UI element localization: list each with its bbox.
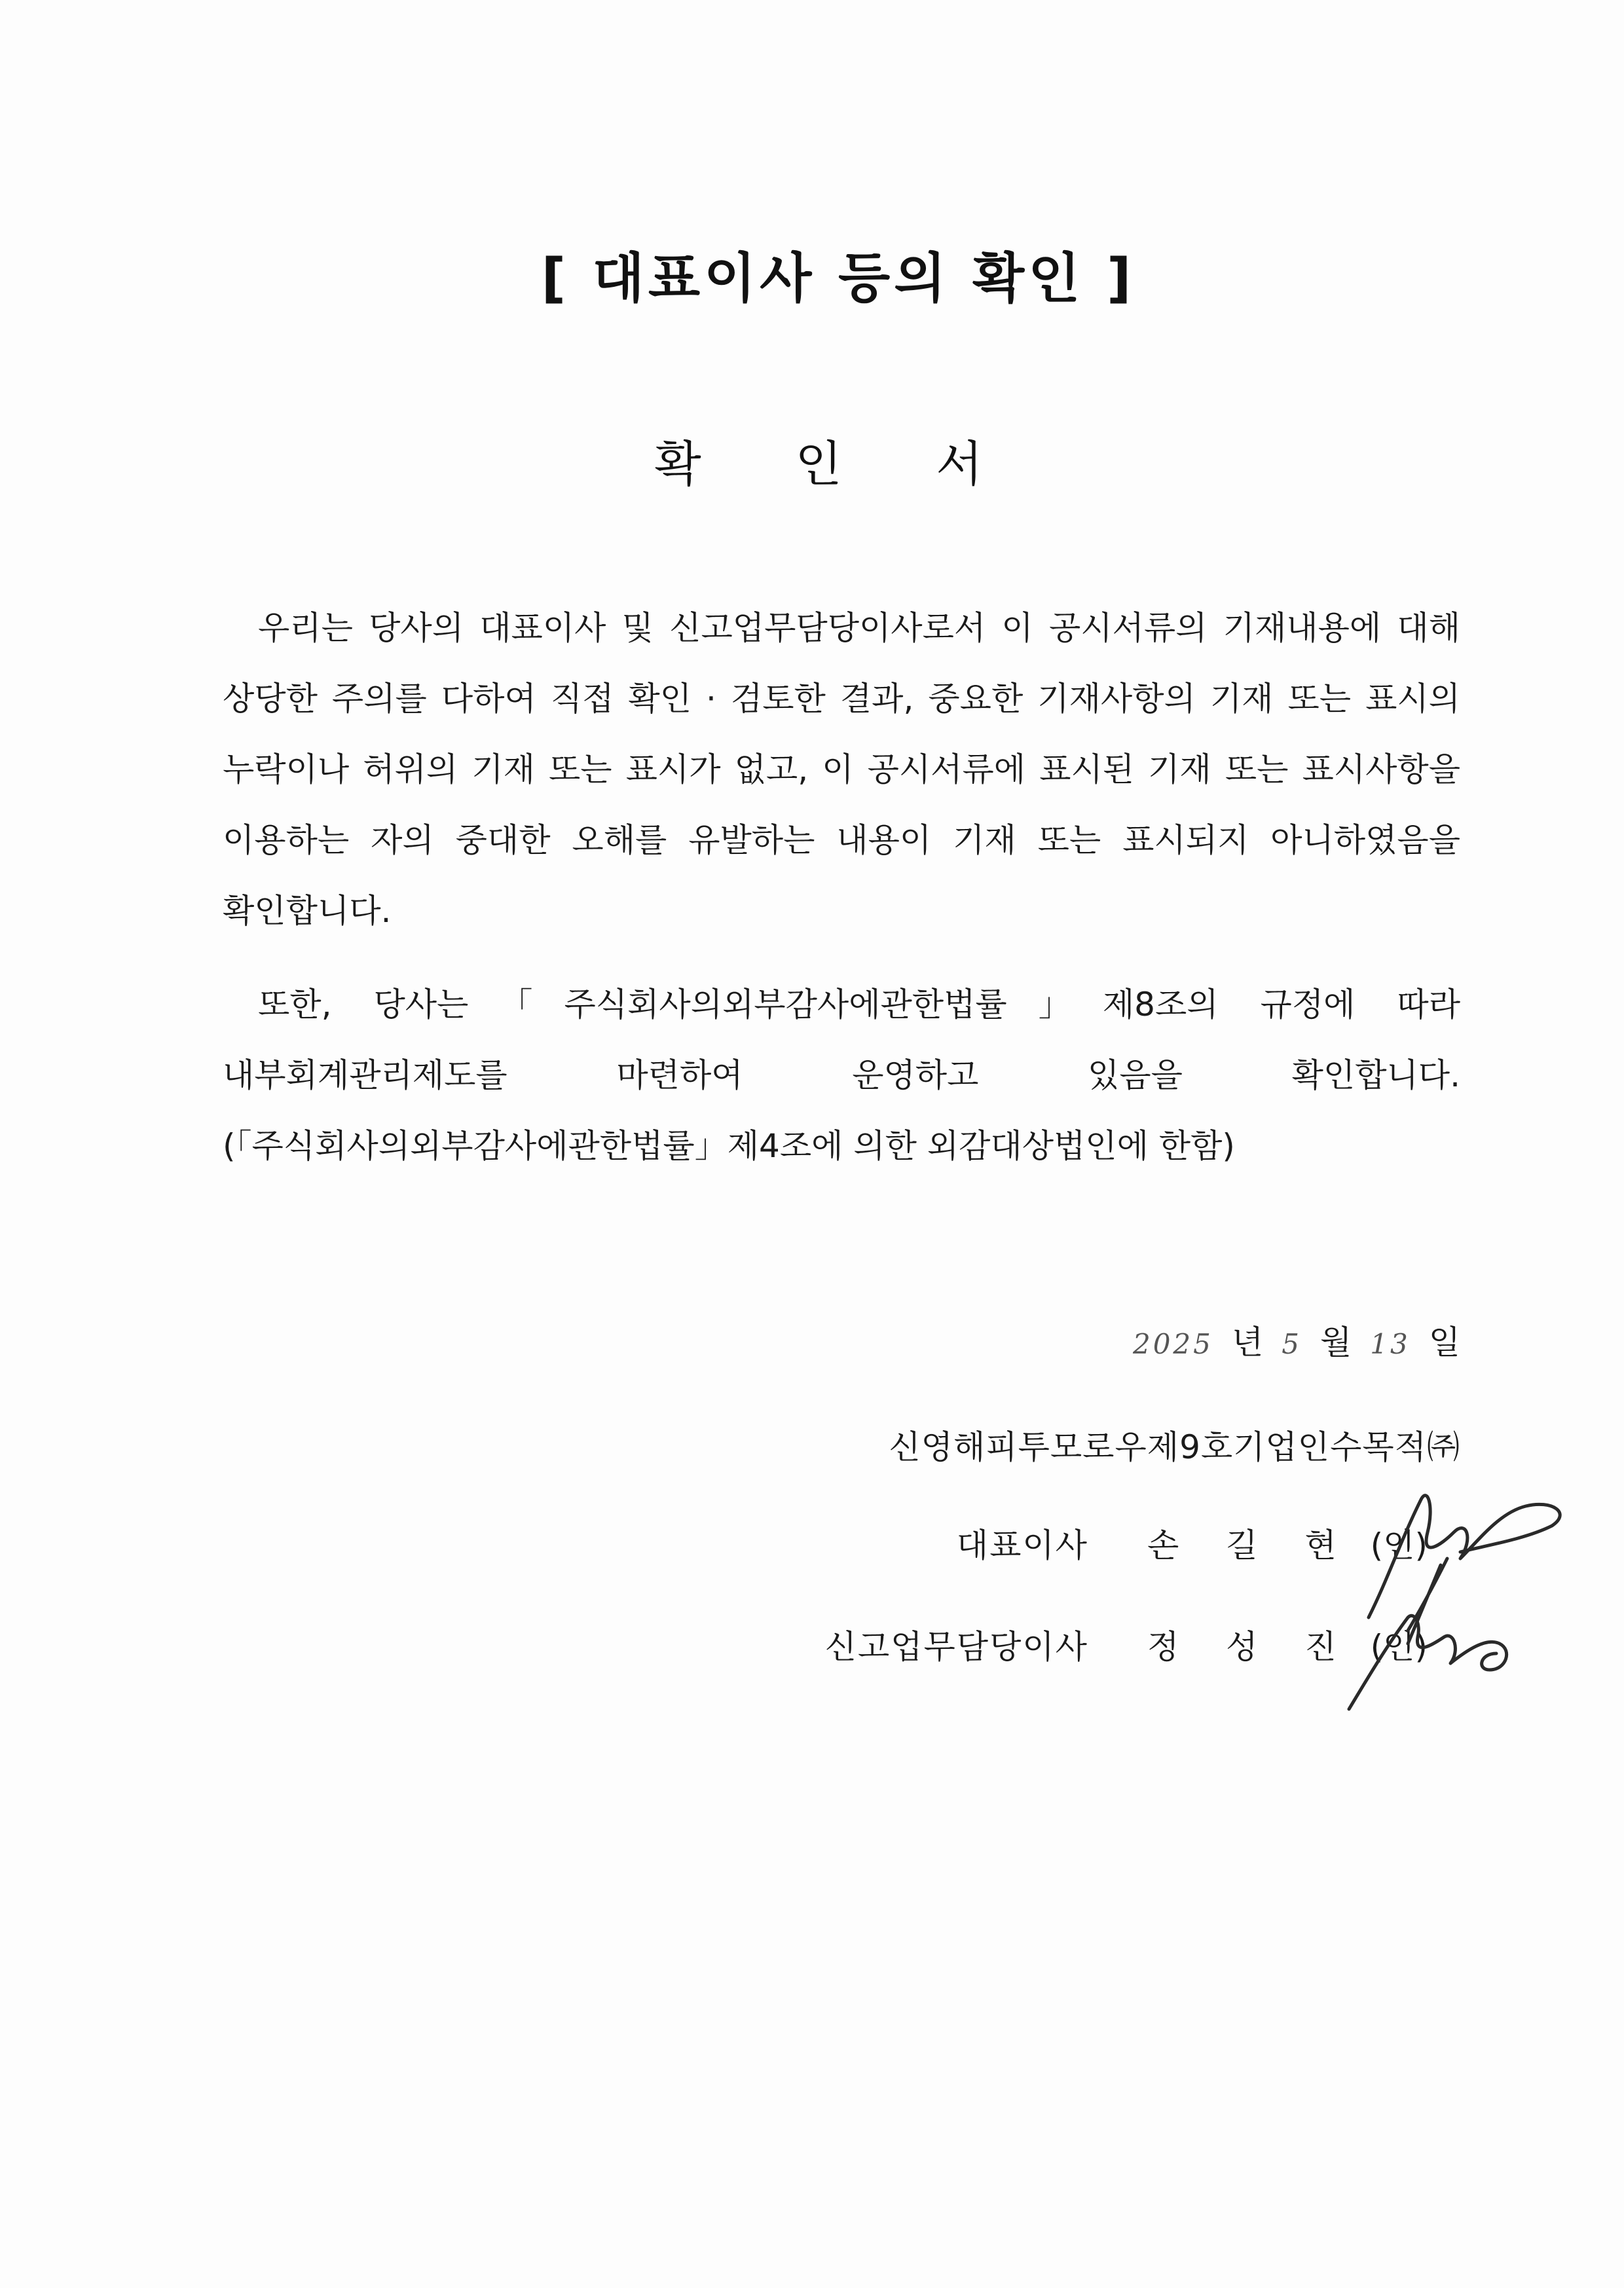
document-subheading: 확 인 서 [654, 436, 1022, 492]
date-month-handwritten: 5 [1282, 1328, 1302, 1360]
seal-mark: (인) [1370, 1628, 1428, 1666]
date-day-handwritten: 13 [1370, 1328, 1411, 1360]
company-name: 신영해피투모로우제9호기업인수목적㈜ [889, 1428, 1460, 1466]
signatory-role: 신고업무담당이사 [824, 1628, 1088, 1666]
signatory-role: 대표이사 [956, 1526, 1088, 1564]
date-year-label: 년 [1231, 1323, 1264, 1361]
seal-mark: (인) [1370, 1526, 1428, 1564]
internal-control-paragraph: 또한, 당사는「주식회사의외부감사에관한법률」제8조의 규정에 따라 내부회계관리제도를 마련하여 운영하고 있음을 확인합니다. (「주식회사의외부감사에관한법률」제4조에 의한 외감대상법인에 한함) [223, 986, 1461, 1165]
confirmation-paragraph: 우리는 당사의 대표이사 및 신고업무담당이사로서 이 공시서류의 기재내용에 대해 상당한 주의를 다하여 직접 확인 · 검토한 결과, 중요한 기재사항의 기재 또는 표시의 누락이나 허위의 기재 또는 표시가 없고, 이 공시서류에 표시된 기재 또는 표시사항을 이용하는 자의 중대한 오해를 유발하는 내용이 기재 또는 표시되지 아니하였음을 확인합니다. [223, 609, 1460, 930]
signing-date [1133, 1316, 1460, 1363]
officer-handwritten-signature [1336, 1598, 1532, 1716]
date-month-label: 월 [1320, 1323, 1352, 1361]
document-heading: [ 대표이사 등의 확인 ] [541, 248, 1135, 310]
signatory-name: 정 성 진 [1147, 1628, 1355, 1666]
date-year-handwritten: 2025 [1132, 1328, 1213, 1360]
signatory-name: 손 길 현 [1147, 1526, 1355, 1564]
date-day-label: 일 [1428, 1323, 1460, 1361]
